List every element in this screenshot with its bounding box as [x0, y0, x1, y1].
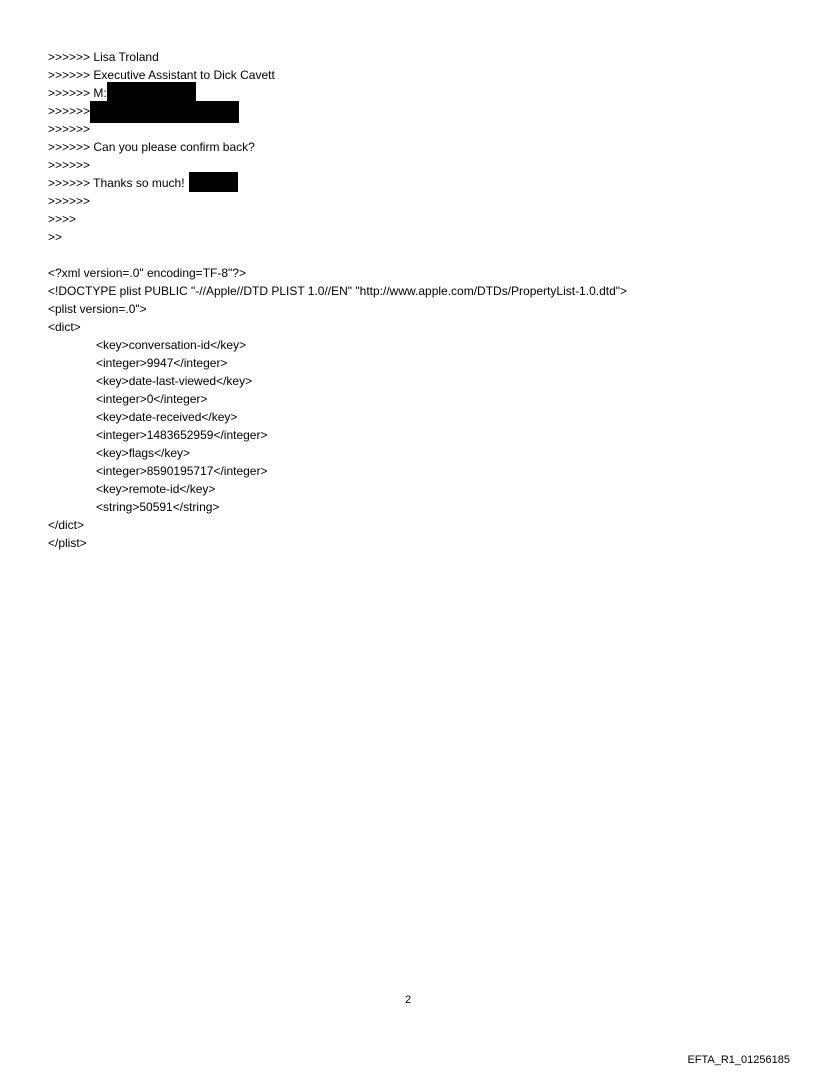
- doctype-line: <!DOCTYPE plist PUBLIC "-//Apple//DTD PLIST 1.0//EN" "http://www.apple.com/DTDs/PropertyList-1.0.dtd">: [48, 284, 628, 298]
- quote-prefix: >>>>>>: [48, 158, 91, 172]
- quote-line: [48, 192, 90, 210]
- quote-line: [48, 210, 76, 228]
- confirm-text: Can you please confirm back?: [93, 140, 255, 154]
- redaction-box: [90, 101, 239, 123]
- thanks-text: Thanks so much!: [93, 176, 185, 190]
- plist-entry: <key>date-received</key>: [96, 410, 238, 424]
- document-id: EFTA_R1_01256185: [687, 1054, 790, 1066]
- page-number: 2: [404, 994, 412, 1006]
- quote-line: [48, 138, 255, 156]
- quote-line: [48, 174, 238, 192]
- dict-close-tag: </dict>: [48, 518, 85, 532]
- quote-line: [48, 48, 159, 66]
- plist-entry: <integer>0</integer>: [96, 392, 208, 406]
- quote-prefix: >>>>>>: [48, 104, 91, 118]
- plist-entry: <key>flags</key>: [96, 446, 191, 460]
- dict-open-tag: <dict>: [48, 320, 81, 334]
- sender-name: Lisa Troland: [93, 50, 159, 64]
- quote-prefix: >>>>>>: [48, 122, 91, 136]
- plist-open-tag: <plist version=.0">: [48, 302, 147, 316]
- plist-close-tag: </plist>: [48, 536, 87, 550]
- quote-prefix: >>>>>>: [48, 68, 94, 82]
- quote-line: [48, 228, 62, 246]
- plist-entry: <key>date-last-viewed</key>: [96, 374, 253, 388]
- quote-prefix: >>: [48, 230, 63, 244]
- sender-title: Executive Assistant to Dick Cavett: [93, 68, 275, 82]
- quote-line: [48, 156, 90, 174]
- redaction-box: [189, 172, 238, 192]
- quote-prefix: >>>>>>: [48, 86, 94, 100]
- quote-prefix: >>>>>>: [48, 176, 94, 190]
- plist-entry: <integer>9947</integer>: [96, 356, 228, 370]
- quote-prefix: >>>>>>: [48, 140, 94, 154]
- quote-line: [48, 120, 90, 138]
- quote-prefix: >>>>: [48, 212, 77, 226]
- plist-entry: <key>remote-id</key>: [96, 482, 216, 496]
- xml-declaration: <?xml version=.0" encoding=TF-8"?>: [48, 266, 246, 280]
- quote-prefix: >>>>>>: [48, 50, 94, 64]
- quote-prefix: >>>>>>: [48, 194, 91, 208]
- mobile-label: M:: [93, 86, 107, 100]
- quote-line: [48, 84, 196, 102]
- quote-line: [48, 102, 239, 120]
- plist-entry: <key>conversation-id</key>: [96, 338, 247, 352]
- redaction-box: [107, 82, 196, 102]
- plist-entry: <integer>1483652959</integer>: [96, 428, 268, 442]
- plist-entry: <string>50591</string>: [96, 500, 220, 514]
- plist-entry: <integer>8590195717</integer>: [96, 464, 268, 478]
